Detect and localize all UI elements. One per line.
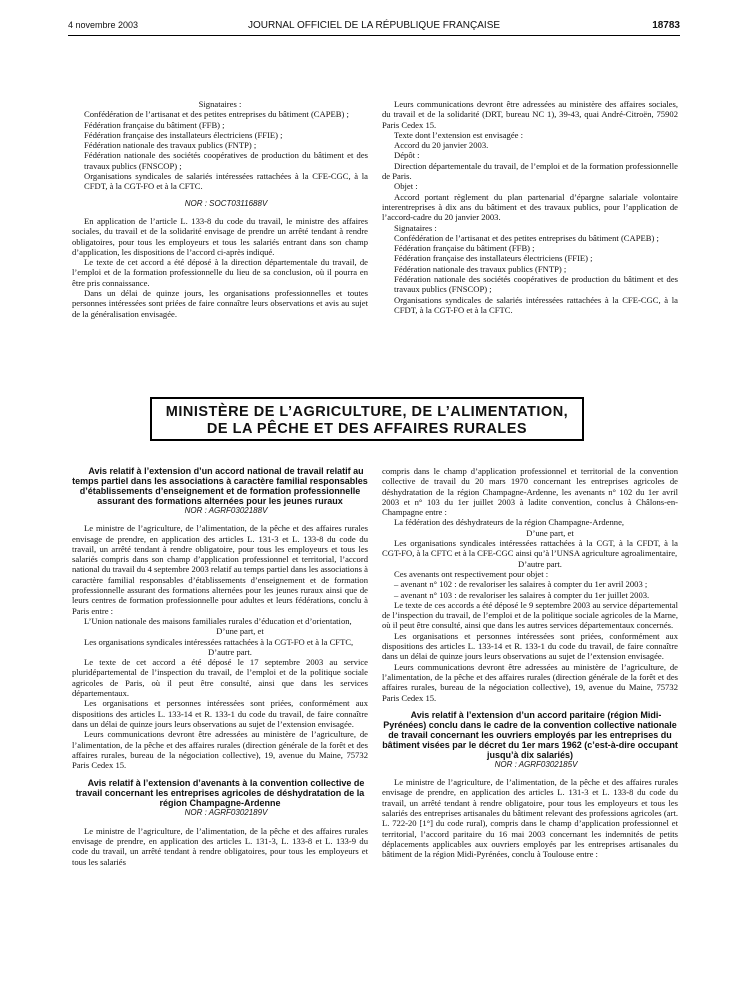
bottom-left-column — [72, 466, 368, 867]
signatory: Fédération française des installateurs électriciens (FFIE) ; — [84, 129, 283, 140]
ministry-line-2: DE LA PÊCHE ET DES AFFAIRES RURALES — [206, 421, 528, 437]
paragraph: D’autre part. — [518, 558, 562, 569]
list-item: – avenant n° 103 : de revaloriser les salaires à compter du 1er juillet 2003. — [394, 589, 650, 600]
signatory: Fédération française du bâtiment (FFB) ; — [394, 243, 535, 254]
header-journal-title: JOURNAL OFFICIEL DE LA RÉPUBLIQUE FRANÇAISE — [247, 20, 501, 31]
paragraph: Le ministre de l’agriculture, de l’alimentation, de la pêche et des affaires rurales envisage de prendre, en application des articles L. 131-3 et L. 133-8 du code du travail, un arrêté tendant à rendre obligatoire, pour tous les employeurs et tous les salariés compris dans son champ d’application professionnel et territorial, l’accord national du travail du 4 septembre 2003 relatif au temps partiel dans les associations à caractère familial responsables d’établissements d’enseignement et de formation professionnelle assurant des formations alternées pour les jeunes ruraux ainsi que de leurs centres de formation professionnelle pour adultes et leurs fédérations, conclu à Paris entre : — [72, 523, 368, 616]
signataires-label: Signataires : — [198, 99, 242, 109]
signatory: Fédération nationale des travaux publics (FNTP) ; — [394, 263, 567, 274]
signatory: Confédération de l’artisanat et des petites entreprises du bâtiment (CAPEB) ; — [394, 232, 659, 243]
paragraph: D’autre part. — [208, 646, 252, 657]
signatory: Confédération de l’artisanat et des petites entreprises du bâtiment (CAPEB) ; — [84, 109, 349, 120]
signatory: Organisations syndicales de salariés intéressées rattachées à la CFE-CGC, à la CFDT, à la CGT-FO et à la CFTC. — [394, 294, 678, 315]
paragraph: Le ministre de l’agriculture, de l’alimentation, de la pêche et des affaires rurales envisage de prendre, en application des articles L. 131-3, L. 133-8 et L. 133-9 du code du travail, un arrêté tendant à rendre obligatoires, pour tous les employeurs et tous les salariés — [72, 825, 368, 867]
top-left-column — [72, 99, 368, 319]
texte-label: Texte dont l’extension est envisagée : — [394, 129, 523, 140]
paragraph: L’Union nationale des maisons familiales rurales d’éducation et d’orientation, — [84, 615, 352, 626]
header-page-number: 18783 — [652, 20, 680, 31]
nor-reference: NOR : AGRF0302188V — [184, 506, 268, 515]
paragraph: Ces avenants ont respectivement pour objet : — [394, 568, 549, 579]
page-header — [68, 20, 680, 34]
texte-value: Accord du 20 janvier 2003. — [394, 140, 489, 151]
list-item: – avenant n° 102 : de revaloriser les salaires à compter du 1er avril 2003 ; — [394, 579, 648, 590]
signatory: Fédération nationale des travaux publics (FNTP) ; — [84, 140, 257, 151]
bottom-right-column — [382, 466, 678, 860]
header-rule — [68, 35, 680, 36]
paragraph: Leurs communications devront être adressées au ministère de l’agriculture, de l’alimentation, de la pêche et des affaires rurales (direction générale de la forêt et des affaires rurales, bureau de la négociation collective), 19, avenue du Maine, 75732 Paris Cedex 15. — [72, 729, 368, 771]
header-date: 4 novembre 2003 — [68, 20, 139, 30]
objet-label: Objet : — [394, 181, 418, 192]
paragraph: D’une part, et — [216, 626, 264, 637]
paragraph: Les organisations et personnes intéressées sont priées, conformément aux dispositions des articles L. 133-14 et R. 133-1 du code du travail, de faire connaître dans un délai de quinze jours leurs observations au sujet de l’extension envisagée. — [382, 630, 678, 662]
depot-value: Direction départementale du travail, de l’emploi et de la formation professionnelle de Paris. — [382, 160, 678, 182]
signatory: Organisations syndicales de salariés intéressées rattachées à la CFE-CGC, à la CFDT, à la CGT-FO et à la CFTC. — [84, 171, 368, 192]
signatory: Fédération française du bâtiment (FFB) ; — [84, 119, 225, 130]
nor-reference: NOR : AGRF0302185V — [494, 759, 578, 769]
nor-reference: NOR : AGRF0302189V — [184, 808, 268, 818]
paragraph: Leurs communications devront être adressées au ministère des affaires sociales, du travail et de la solidarité (DRT, bureau NC 1), 39-43, quai André-Citroën, 75902 Paris Cedex 15. — [382, 99, 678, 130]
paragraph: Leurs communications devront être adressées au ministère de l’agriculture, de l’alimentation, de la pêche et des affaires rurales (direction générale de la forêt et des affaires rurales, bureau de la négociation collective), 19, avenue du Maine, 75732 Paris Cedex 15. — [382, 661, 678, 703]
nor-reference: NOR : SOCT0311688V — [184, 198, 268, 208]
avis-title: Avis relatif à l’extension d’un accord paritaire (région Midi-Pyrénées) conclu dans le cadre de la convention collective nationale de travail concernant les ouvriers employés par les entreprises du bâtiment visées par le décret du 1er mars 1962 (c’est-à-dire occupant jusqu’à dix salariés) — [382, 709, 678, 760]
signataires-label: Signataires : — [394, 222, 437, 233]
paragraph: Les organisations syndicales intéressées rattachées à la CGT-FO et à la CFTC, — [84, 636, 354, 647]
paragraph: Dans un délai de quinze jours, les organisations professionnelles et toutes personnes intéressées sont priées de faire connaître leurs observations et avis au sujet de la généralisation envisagée. — [72, 288, 368, 319]
paragraph: Le texte de cet accord a été déposé le 17 septembre 2003 au service pluridépartemental de l’inspection du travail, de l’emploi et de la politique sociale agricoles de Paris, où il peut être consulté, ainsi que dans les services départementaux. — [72, 657, 368, 699]
depot-label: Dépôt : — [394, 150, 420, 161]
paragraph: Le ministre de l’agriculture, de l’alimentation, de la pêche et des affaires rurales envisage de prendre, en application des articles L. 131-3 et L. 133-8 du code du travail, un arrêté tendant à rendre obligatoire, pour tous les employeurs et tous les salariés des entreprises artisanales du bâtiment relevant des professions agricoles (art. L. 722-20 [1°] du code rural), compris dans le champ d’application professionnel et territorial, l’accord paritaire du 16 mai 2003 concernant les indemnités de petits déplacements applicables aux ouvriers employés par les entreprises artisanales du bâtiment de la région Midi-Pyrénées, conclu à Toulouse entre : — [382, 777, 678, 860]
signatory: Fédération nationale des sociétés coopératives de production du bâtiment et des travaux publics (FNSCOP) ; — [84, 150, 368, 171]
paragraph: La fédération des déshydrateurs de la région Champagne-Ardenne, — [394, 517, 625, 528]
avis-title: Avis relatif à l’extension d’avenants à la convention collective de travail concernant les entreprises agricoles de déshydratation de la région Champagne-Ardenne — [75, 778, 365, 809]
signatory: Fédération française des installateurs électriciens (FFIE) ; — [394, 253, 593, 264]
paragraph: Le texte de ces accords a été déposé le 9 septembre 2003 au service départemental de l’inspection du travail, de l’emploi et de la politique sociale agricoles de la Marne, où il peut être consulté, ainsi que dans les autres services départementaux concernés. — [382, 599, 678, 631]
paragraph: Le texte de cet accord a été déposé à la direction départementale du travail, de l’emploi et de la formation professionnelle du lieu de sa conclusion, où il pourra en être pris connaissance. — [72, 257, 368, 288]
paragraph: compris dans le champ d’application professionnel et territorial de la convention collective de travail du 20 mars 1970 concernant les entreprises agricoles de déshydratation de la région Champagne-Ardenne, les avenants n° 102 du 1er avril 2003 et n° 103 du 1er juillet 2003 à ladite convention, conclus à Châlons-en-Champagne entre : — [382, 466, 678, 518]
paragraph: Les organisations syndicales intéressées rattachées à la CGT, à la CFDT, à la CGT-FO, à la CFTC et à la CFE-CGC ainsi qu’à l’UNSA agriculture agroalimentaire, — [382, 538, 678, 559]
ministry-heading — [150, 397, 584, 441]
paragraph: D’une part, et — [526, 527, 574, 538]
paragraph: Les organisations et personnes intéressées sont priées, conformément aux dispositions des articles L. 133-14 et R. 133-1 du code du travail, de faire connaître dans un délai de quinze jours leurs observations au sujet de l’extension envisagée. — [72, 698, 368, 729]
top-right-column — [382, 99, 678, 315]
ministry-line-1: MINISTÈRE DE L’AGRICULTURE, DE L’ALIMENTATION, — [165, 404, 569, 420]
paragraph: En application de l’article L. 133-8 du code du travail, le ministre des affaires sociales, du travail et de la solidarité envisage de prendre un arrêté tendant à rendre obligatoires, pour tous les employeurs et tous les salariés entrant dans son champ d’application, les dispositions de l’accord ci-après indiqué. — [72, 215, 368, 257]
signatory: Fédération nationale des sociétés coopératives de production du bâtiment et des travaux publics (FNSCOP) ; — [394, 274, 678, 295]
objet-value: Accord portant règlement du plan partenarial d’épargne salariale volontaire interentreprises à dix ans du bâtiment et des travaux publics, pour l’application de l’accord-cadre du 20 janvier 2003. — [382, 191, 678, 223]
avis-title: Avis relatif à l’extension d’un accord national de travail relatif au temps partiel dans les associations à caractère familial responsables d’établissements d’enseignement et de formation professionnelle assurant des formations alternées pour les jeunes ruraux — [72, 466, 368, 506]
